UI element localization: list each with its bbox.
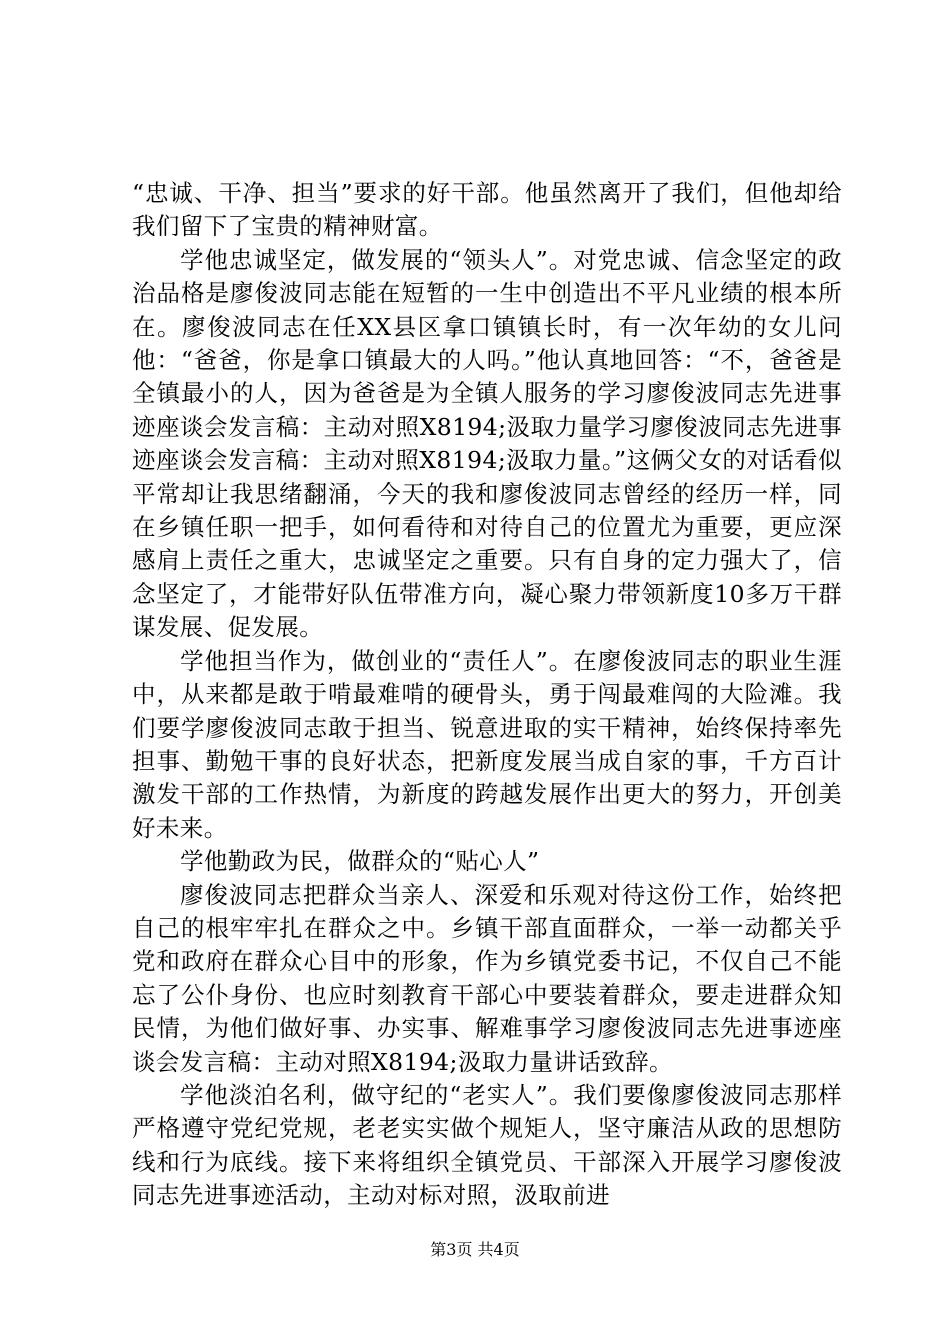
paragraph-heading-people: 学他勤政为民，做群众的“贴心人”: [180, 847, 540, 876]
paragraph-continuation: “忠诚、干净、担当”要求的好干部。他虽然离开了我们，但他却给我们留下了宝贵的精神财富。: [132, 179, 842, 241]
paragraph-responsibility: 学他担当作为，做创业的“责任人”。在廖俊波同志的职业生涯中，从来都是敢于啃最难啃的硬骨头，勇于闯最难闯的大险滩。我们要学廖俊波同志敢于担当、锐意进取的实干精神，始终保持率先担事、勤勉干事的良好状态，把新度发展当成自家的事，千方百计激发干部的工作热情，为新度的跨越发展作出更大的努力，开创美好未来。: [132, 646, 842, 842]
paragraph-integrity: 学他淡泊名利，做守纪的“老实人”。我们要像廖俊波同志那样严格遵守党纪党规，老老实实做个规矩人，坚守廉洁从政的思想防线和行为底线。接下来将组织全镇党员、干部深入开展学习廖俊波同志先进事迹活动，主动对标对照，汲取前进: [132, 1080, 842, 1210]
paragraph-people: 廖俊波同志把群众当亲人、深爱和乐观对待这份工作，始终把自己的根牢牢扎在群众之中。乡镇干部直面群众，一举一动都关乎党和政府在群众心目中的形象，作为乡镇党委书记，不仅自己不能忘了公仆身份、也应时刻教育干部心中要装着群众，要走进群众知民情，为他们做好事、办实事、解难事学习廖俊波同志先进事迹座谈会发言稿：主动对照X8194;汲取力量讲话致辞。: [132, 880, 842, 1076]
paragraph-loyalty: 学他忠诚坚定，做发展的“领头人”。对党忠诚、信念坚定的政治品格是廖俊波同志能在短暂的一生中创造出不平凡业绩的根本所在。廖俊波同志在任XX县区拿口镇镇长时，有一次年幼的女儿问他：“爸爸，你是拿口镇最大的人吗。”他认真地回答：“不，爸爸是全镇最小的人，因为爸爸是为全镇人服务的学习廖俊波同志先进事迹座谈会发言稿：主动对照X8194;汲取力量学习廖俊波同志先进事迹座谈会发言稿：主动对照X8194;汲取力量。”这俩父女的对话看似平常却让我思绪翻涌，今天的我和廖俊波同志曾经的经历一样，同在乡镇任职一把手，如何看待和对待自己的位置尤为重要，更应深感肩上责任之重大，忠诚坚定之重要。只有自身的定力强大了，信念坚定了，才能带好队伍带准方向，凝心聚力带领新度10多万干群谋发展、促发展。: [132, 245, 842, 642]
body-text: [132, 177, 842, 1213]
page-number-footer: 第3页 共4页: [430, 1240, 520, 1259]
